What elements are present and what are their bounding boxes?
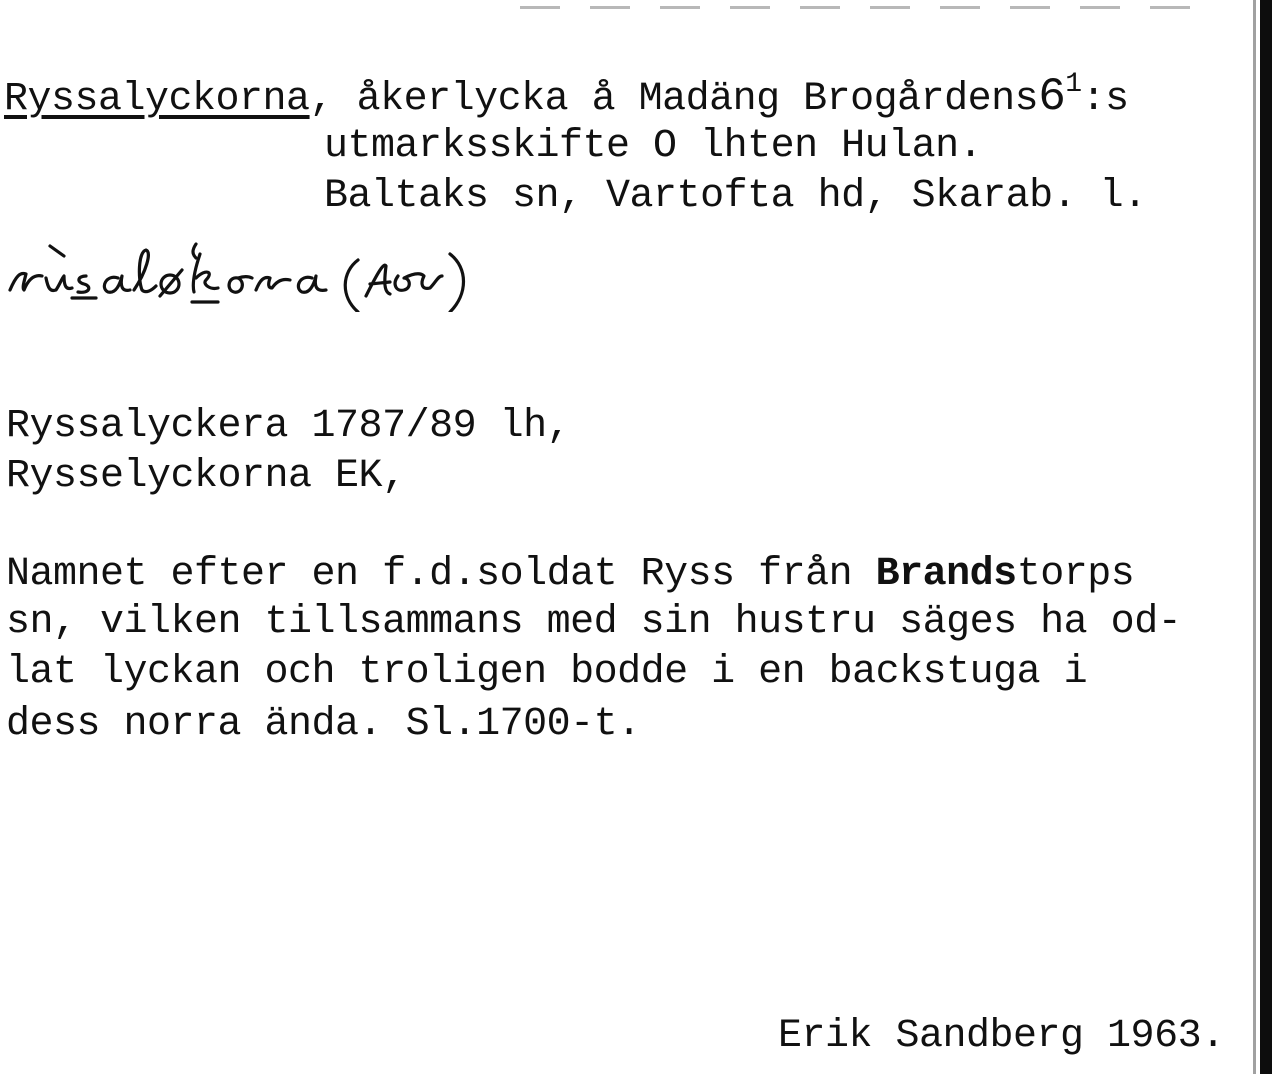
body-line-2: sn, vilken tillsammans med sin hustru säges ha od- [6,600,1182,645]
body-line-1-bold: Brands [875,552,1017,597]
handwritten-pronunciation [6,232,626,312]
heading-line-3: Baltaks sn, Vartofta hd, Skarab. l. [324,174,1147,219]
signature: Erik Sandberg 1963. [778,1014,1225,1059]
top-edge-marks [520,6,1220,9]
body-line-1-text: Namnet efter en f.d.soldat Ryss från [6,552,876,597]
heading-line-1 [4,69,1129,128]
card-edge-shadow [1253,0,1256,1074]
heading-suffix: :s [1081,77,1129,122]
body-line-3: lat lyckan och troligen bodde i en backstuga i [6,650,1088,695]
body-line-1 [6,550,1134,600]
headword: Ryssalyckorna [4,77,310,122]
heading-line-2: utmarksskifte O lhten Hulan. [324,124,983,169]
heading-number: 6 [1038,71,1066,123]
form-1: Ryssalyckera 1787/89 lh, [6,404,571,449]
heading-description: , åkerlycka å Madäng Brogårdens [309,77,1039,122]
body-line-1-end: torps [1016,552,1135,597]
form-2: Rysselyckorna EK, [6,454,406,499]
heading-superscript: 1 [1065,69,1082,100]
body-line-4: dess norra ända. Sl.1700-t. [6,702,641,747]
card-edge [1260,0,1272,1074]
